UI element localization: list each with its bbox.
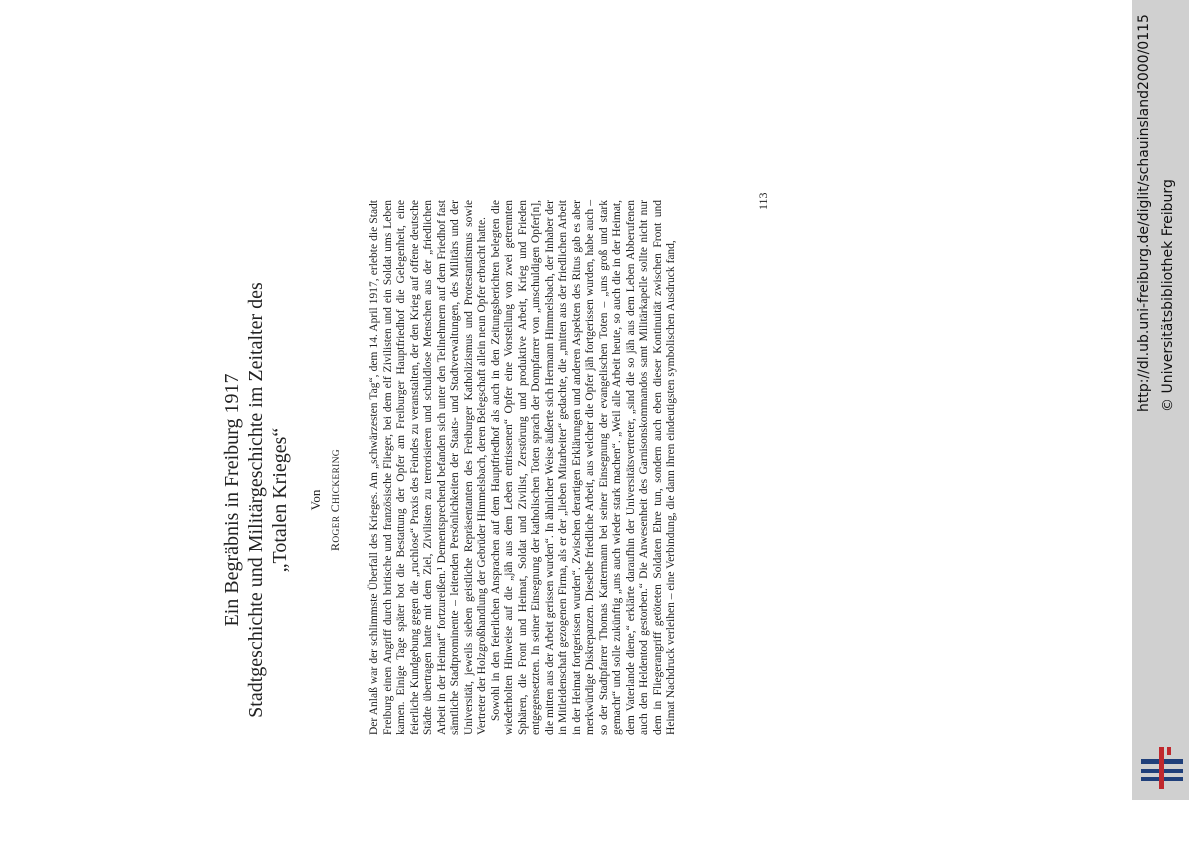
byline: Von bbox=[308, 489, 323, 511]
copyright-notice: © Universitätsbibliothek Freiburg bbox=[1160, 179, 1176, 412]
title-line-1: Ein Begräbnis in Freiburg 1917 bbox=[221, 373, 243, 627]
scanned-page bbox=[140, 150, 890, 850]
title-block bbox=[220, 150, 343, 850]
page-number: 113 bbox=[756, 192, 770, 210]
paragraph-2: Sowohl in den feierlichen Ansprachen auf dem Hauptfriedhof als auch in den Zeitungsberichten belegten die wiederholten Hinweise auf die „jäh aus dem Leben entrissenen“ Opfer eine Vorstellung von zwei getrennten Sphären, die Front und Heimat, Soldat und Zivilist, Zerstörung und produktive Arbeit, Krieg und Frieden entgegensetzten. In seiner Einsegnung der katholischen Toten sprach der Dompfarrer von „unschuldigen Opfer[n], die mitten aus der Arbeit gerissen wurden“. In ähnlicher Weise äußerte sich Hermann Himmelsbach, der Inhaber der in Mitleidenschaft gezogenen Firma, als er der „lieben Mitarbeiter“ gedachte, die „mitten aus der friedlichen Arbeit in der Heimat fortgerissen wurden“. Zwischen derartigen Erklärungen und anderen Aspekten des Ritus gab es aber merkwürdige Diskrepanzen. Dieselbe friedliche Arbeit, aus welcher die Opfer jäh fortgerissen wurden, habe auch – so der Stadtpfarrer Thomas Kattermann bei seiner Einsegnung der evangelischen Toten – „uns groß und stark gemacht“ und solle zukünftig „uns auch wieder stark machen“. „Weil alle Arbeit heute, so auch die in der Heimat, dem Vaterlande diene,“ erklärte daraufhin der Universitätsvertreter, „sind die so jäh aus dem Leben Abberufenen auch den Heldentod gestorben.“ Die Anwesenheit des Garnisonskommandos samt Militärkapelle sollte nicht nur dem in Fliegerangriff getöteten Soldaten Ehre tun, sondern auch eben dieser Kontinuität zwischen Front und Heimat Nachdruck verleihen – eine Verbindung, die dann ihren eindeutigsten symbolischen Ausdruck fand, bbox=[489, 200, 677, 735]
paragraph-1: Der Anlaß war der schlimmste Überfall des Krieges. Am „schwärzesten Tag“, dem 14. April 1917, erlebte die Stadt Freiburg einen Angriff durch britische und französische Flieger, bei dem elf Zivilisten und ein Soldat ums Leben kamen. Einige Tage später bot die Bestattung der Opfer am Freiburger Hauptfriedhof die Gelegenheit, eine feierliche Kundgebung gegen die „ruchlose“ Praxis des Feindes zu veranstalten, der den Krieg auf offene deutsche Städte übertragen hatte mit dem Ziel, Zivilisten zu terrorisieren und schuldlose Menschen aus der „friedlichen Arbeit in der Heimat“ fortzureißen.¹ Dementsprechend befanden sich unter den Teilnehmern auf dem Friedhof fast sämtliche Stadtprominente – leitenden Persönlichkeiten der Staats- und Stadtverwaltungen, des Militärs und der Universität, jeweils sieben geistliche Repräsentanten des Freiburger Katholizismus und Protestantismus sowie Vertreter der Holzgroßhandlung der Gebrüder Himmelsbach, deren Belegschaft allein neun Opfer erbracht hatte. bbox=[368, 200, 488, 735]
title-line-3: „Totalen Krieges“ bbox=[269, 427, 291, 573]
title-line-2: Stadtgeschichte und Militärgeschichte im Zeitalter des bbox=[245, 282, 267, 718]
body-text bbox=[368, 200, 679, 735]
author-name: ROGER CHICKERING bbox=[328, 449, 342, 551]
source-url[interactable]: http://dl.ub.uni-freiburg.de/diglit/schauinsland2000/0115 bbox=[1136, 14, 1152, 412]
university-logo-icon bbox=[1141, 747, 1183, 789]
